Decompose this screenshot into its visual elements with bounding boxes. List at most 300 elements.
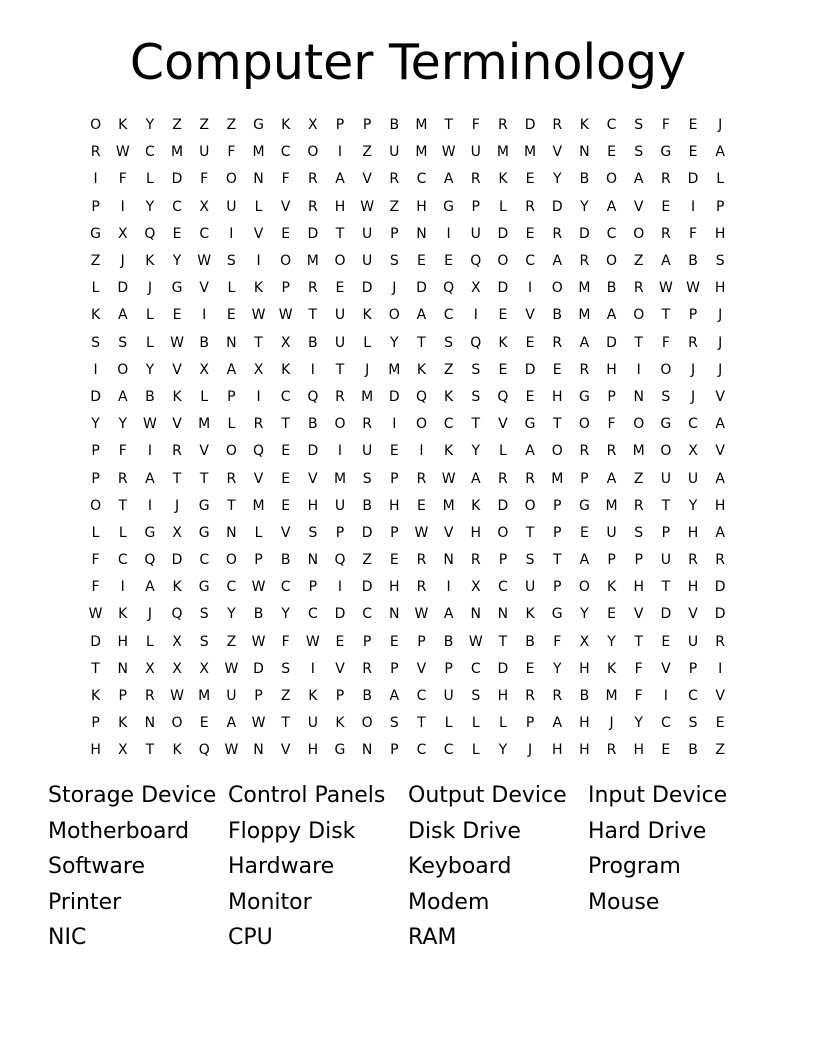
- grid-letter: I: [202, 307, 207, 324]
- grid-letter: T: [661, 307, 671, 324]
- grid-letter: K: [281, 361, 291, 378]
- grid-letter: D: [497, 225, 509, 242]
- grid-letter: I: [473, 307, 478, 324]
- grid-letter: O: [388, 307, 400, 324]
- grid-letter: U: [443, 688, 454, 705]
- grid-letter: O: [415, 416, 427, 433]
- grid-letter: S: [715, 253, 725, 270]
- grid-letter: R: [362, 660, 372, 677]
- grid-letter: K: [118, 715, 128, 732]
- grid-letter: J: [174, 497, 180, 514]
- grid-letter: H: [307, 742, 319, 759]
- grid-letter: C: [688, 688, 698, 705]
- grid-letter: B: [552, 307, 563, 324]
- grid-letter: R: [552, 225, 563, 242]
- grid-letter: C: [307, 606, 318, 623]
- grid-letter: R: [552, 334, 563, 351]
- grid-letter: T: [552, 416, 562, 433]
- grid-letter: P: [390, 470, 399, 487]
- grid-letter: D: [714, 606, 726, 623]
- grid-letter: L: [91, 524, 100, 541]
- grid-letter: E: [281, 443, 291, 460]
- grid-letter: Y: [281, 606, 290, 623]
- grid-letter: P: [91, 715, 100, 732]
- grid-row: [82, 411, 734, 438]
- grid-letter: G: [198, 524, 210, 541]
- grid-letter: X: [117, 225, 128, 242]
- grid-letter: R: [579, 253, 590, 270]
- grid-letter: C: [443, 416, 454, 433]
- grid-letter: R: [117, 470, 128, 487]
- grid-letter: C: [362, 606, 373, 623]
- grid-letter: Q: [334, 552, 346, 569]
- grid-letter: M: [578, 280, 591, 297]
- grid-letter: A: [715, 470, 725, 487]
- grid-letter: U: [362, 443, 373, 460]
- grid-letter: U: [470, 144, 481, 161]
- grid-letter: E: [498, 307, 508, 324]
- grid-letter: M: [632, 443, 645, 460]
- grid-letter: E: [688, 117, 698, 134]
- grid-letter: N: [144, 715, 156, 732]
- grid-letter: Y: [91, 416, 100, 433]
- grid-letter: I: [636, 361, 641, 378]
- grid-letter: O: [660, 361, 672, 378]
- grid-letter: J: [147, 280, 152, 297]
- grid-letter: U: [470, 225, 481, 242]
- grid-letter: R: [307, 171, 318, 188]
- grid-letter: I: [718, 660, 723, 677]
- grid-letter: Q: [470, 334, 482, 351]
- grid-letter: N: [416, 225, 427, 242]
- grid-letter: H: [389, 579, 400, 596]
- grid-letter: R: [362, 416, 372, 433]
- word-list-item: Program: [588, 854, 681, 879]
- grid-letter: Q: [171, 606, 183, 623]
- grid-letter: O: [633, 225, 645, 242]
- grid-letter: G: [198, 579, 210, 596]
- grid-letter: D: [361, 524, 373, 541]
- grid-letter: V: [172, 416, 182, 433]
- grid-row: [82, 493, 734, 520]
- grid-letter: P: [688, 660, 698, 677]
- grid-letter: R: [715, 633, 726, 650]
- grid-letter: N: [226, 524, 237, 541]
- grid-letter: Q: [253, 443, 265, 460]
- grid-letter: Q: [497, 388, 509, 405]
- grid-letter: D: [714, 579, 726, 596]
- grid-row: [82, 221, 734, 248]
- grid-letter: D: [388, 388, 400, 405]
- word-list-item: Control Panels: [228, 783, 386, 808]
- grid-letter: R: [633, 280, 644, 297]
- word-list-item: Floppy Disk: [228, 818, 356, 844]
- grid-row: [82, 384, 734, 411]
- grid-letter: D: [687, 171, 699, 188]
- grid-letter: H: [389, 497, 400, 514]
- grid-letter: E: [525, 660, 535, 677]
- grid-letter: P: [498, 552, 508, 569]
- grid-letter: K: [308, 688, 318, 705]
- grid-letter: W: [441, 470, 456, 487]
- grid-letter: A: [715, 416, 725, 433]
- grid-letter: U: [226, 688, 237, 705]
- grid-letter: Q: [470, 253, 482, 270]
- grid-letter: S: [308, 524, 318, 541]
- grid-letter: E: [172, 307, 182, 324]
- grid-letter: R: [633, 497, 644, 514]
- grid-letter: E: [281, 470, 291, 487]
- grid-letter: K: [444, 443, 454, 460]
- grid-letter: H: [579, 715, 590, 732]
- grid-letter: V: [633, 198, 644, 215]
- grid-letter: B: [199, 334, 209, 351]
- grid-letter: M: [578, 307, 591, 324]
- grid-letter: T: [145, 742, 155, 759]
- grid-letter: A: [226, 715, 237, 732]
- grid-row: [82, 683, 734, 710]
- grid-letter: K: [579, 117, 589, 134]
- grid-letter: H: [714, 280, 726, 297]
- grid-letter: Y: [145, 198, 155, 215]
- word-list-item: Motherboard: [48, 818, 190, 844]
- grid-letter: W: [115, 144, 130, 161]
- grid-letter: E: [607, 606, 616, 623]
- grid-letter: P: [308, 579, 318, 596]
- grid-letter: F: [91, 552, 100, 569]
- grid-letter: R: [498, 470, 508, 487]
- grid-letter: A: [715, 524, 725, 541]
- grid-letter: P: [91, 443, 100, 460]
- grid-letter: N: [443, 552, 454, 569]
- grid-letter: P: [715, 198, 725, 215]
- grid-letter: O: [633, 416, 645, 433]
- grid-letter: K: [498, 334, 508, 351]
- grid-letter: I: [690, 198, 696, 215]
- grid-letter: V: [715, 688, 725, 705]
- grid-letter: Y: [580, 198, 589, 215]
- grid-letter: L: [118, 524, 127, 541]
- grid-letter: R: [226, 470, 237, 487]
- grid-letter: T: [335, 225, 345, 242]
- grid-letter: E: [688, 144, 698, 161]
- grid-letter: V: [280, 742, 291, 759]
- grid-letter: F: [661, 334, 670, 351]
- grid-letter: M: [198, 688, 211, 705]
- grid-letter: F: [471, 117, 480, 134]
- grid-letter: E: [525, 225, 535, 242]
- grid-letter: C: [443, 742, 454, 759]
- grid-letter: D: [361, 280, 373, 297]
- grid-letter: R: [715, 552, 726, 569]
- grid-letter: Y: [498, 742, 508, 759]
- grid-letter: I: [337, 144, 343, 161]
- grid-letter: L: [145, 171, 154, 188]
- grid-letter: S: [389, 253, 399, 270]
- grid-letter: K: [362, 307, 372, 324]
- grid-letter: Z: [226, 633, 237, 650]
- grid-letter: K: [606, 579, 617, 596]
- grid-letter: V: [715, 443, 725, 460]
- grid-row: [82, 520, 734, 547]
- grid-letter: W: [88, 606, 103, 623]
- grid-letter: U: [362, 253, 373, 270]
- grid-letter: R: [606, 443, 617, 460]
- grid-letter: G: [334, 742, 346, 759]
- grid-letter: V: [416, 660, 427, 677]
- grid-row: [82, 601, 734, 628]
- grid-letter: Y: [580, 606, 589, 623]
- grid-letter: B: [688, 253, 698, 270]
- grid-letter: R: [552, 688, 563, 705]
- grid-letter: Y: [118, 416, 128, 433]
- grid-letter: D: [361, 579, 373, 596]
- grid-letter: P: [390, 524, 399, 541]
- grid-letter: J: [690, 361, 696, 378]
- grid-letter: L: [499, 715, 507, 732]
- grid-letter: G: [90, 225, 101, 242]
- grid-letter: C: [416, 171, 427, 188]
- grid-letter: X: [470, 280, 481, 297]
- grid-letter: C: [525, 253, 535, 270]
- grid-letter: R: [688, 552, 698, 569]
- grid-letter: I: [446, 225, 451, 242]
- grid-letter: J: [365, 361, 370, 378]
- grid-letter: V: [552, 144, 563, 161]
- grid-letter: K: [118, 606, 128, 623]
- grid-letter: Z: [389, 198, 400, 215]
- grid-letter: J: [718, 117, 723, 134]
- grid-letter: P: [580, 470, 589, 487]
- grid-letter: Q: [144, 225, 156, 242]
- grid-letter: C: [199, 552, 210, 569]
- grid-letter: C: [416, 742, 427, 759]
- word-list-item: Output Device: [408, 783, 567, 808]
- grid-row: [82, 574, 734, 601]
- grid-letter: D: [524, 361, 536, 378]
- grid-letter: O: [497, 253, 509, 270]
- grid-letter: U: [524, 579, 536, 596]
- grid-letter: S: [389, 715, 399, 732]
- grid-letter: Z: [362, 144, 372, 161]
- grid-letter: L: [254, 198, 263, 215]
- grid-letter: N: [253, 171, 264, 188]
- grid-letter: K: [90, 688, 101, 705]
- grid-letter: E: [715, 715, 725, 732]
- grid-letter: X: [172, 633, 182, 650]
- grid-letter: T: [308, 307, 318, 324]
- grid-letter: W: [251, 579, 266, 596]
- grid-letter: X: [579, 633, 590, 650]
- grid-letter: R: [470, 171, 481, 188]
- grid-letter: U: [226, 198, 237, 215]
- grid-letter: S: [471, 388, 481, 405]
- grid-letter: O: [633, 307, 645, 324]
- grid-row: [82, 710, 734, 737]
- grid-letter: P: [417, 633, 426, 650]
- grid-letter: Z: [362, 552, 372, 569]
- grid-letter: O: [334, 253, 346, 270]
- grid-letter: V: [253, 225, 264, 242]
- grid-letter: A: [579, 334, 590, 351]
- grid-letter: D: [416, 280, 427, 297]
- grid-letter: A: [335, 171, 345, 188]
- letter-grid: [82, 112, 734, 765]
- grid-letter: R: [606, 742, 617, 759]
- grid-letter: K: [253, 280, 264, 297]
- grid-letter: U: [606, 524, 617, 541]
- grid-letter: S: [634, 144, 644, 161]
- grid-letter: J: [609, 715, 614, 732]
- grid-letter: R: [470, 552, 481, 569]
- grid-row: [82, 166, 734, 193]
- grid-letter: J: [718, 307, 723, 324]
- grid-letter: A: [606, 470, 617, 487]
- grid-letter: V: [172, 361, 182, 378]
- grid-letter: C: [443, 307, 454, 324]
- grid-letter: B: [389, 117, 400, 134]
- grid-letter: T: [444, 117, 453, 134]
- grid-letter: I: [120, 579, 125, 596]
- grid-letter: I: [310, 361, 315, 378]
- grid-letter: W: [686, 280, 700, 297]
- grid-letter: O: [90, 117, 102, 134]
- grid-letter: V: [199, 280, 209, 297]
- grid-letter: B: [579, 688, 590, 705]
- grid-letter: O: [307, 144, 319, 161]
- grid-letter: E: [172, 225, 182, 242]
- grid-letter: F: [634, 660, 643, 677]
- grid-letter: G: [551, 606, 563, 623]
- grid-letter: P: [362, 117, 372, 134]
- grid-letter: L: [444, 715, 453, 732]
- grid-letter: A: [117, 388, 128, 405]
- grid-letter: W: [224, 742, 239, 759]
- grid-letter: W: [224, 660, 239, 677]
- grid-letter: A: [606, 307, 617, 324]
- grid-letter: R: [416, 470, 427, 487]
- grid-letter: O: [497, 524, 509, 541]
- grid-letter: O: [361, 715, 373, 732]
- grid-letter: S: [199, 633, 209, 650]
- grid-letter: F: [118, 171, 127, 188]
- grid-letter: B: [253, 606, 264, 623]
- grid-letter: S: [281, 660, 291, 677]
- grid-letter: C: [470, 660, 481, 677]
- grid-letter: P: [390, 225, 399, 242]
- grid-letter: A: [606, 198, 617, 215]
- grid-letter: D: [90, 633, 101, 650]
- grid-letter: H: [714, 225, 726, 242]
- grid-letter: I: [446, 579, 451, 596]
- grid-letter: K: [172, 579, 182, 596]
- grid-letter: J: [147, 606, 152, 623]
- grid-letter: W: [305, 633, 320, 650]
- grid-letter: W: [170, 688, 184, 705]
- grid-letter: P: [390, 660, 399, 677]
- grid-letter: C: [660, 715, 671, 732]
- grid-letter: H: [497, 688, 509, 705]
- grid-letter: O: [225, 171, 237, 188]
- grid-letter: B: [688, 742, 698, 759]
- grid-row: [82, 357, 734, 384]
- grid-letter: A: [470, 470, 481, 487]
- grid-letter: C: [172, 198, 182, 215]
- grid-letter: M: [333, 470, 347, 487]
- grid-letter: E: [389, 552, 399, 569]
- grid-letter: O: [578, 416, 590, 433]
- grid-letter: L: [200, 388, 209, 405]
- grid-letter: P: [634, 552, 643, 569]
- grid-letter: T: [335, 361, 345, 378]
- grid-letter: F: [661, 117, 670, 134]
- grid-letter: B: [579, 171, 590, 188]
- grid-letter: D: [90, 388, 101, 405]
- grid-letter: R: [579, 443, 590, 460]
- grid-row: [82, 248, 734, 275]
- grid-letter: P: [362, 633, 372, 650]
- word-list-item: Storage Device: [48, 783, 217, 808]
- grid-letter: I: [392, 416, 397, 433]
- grid-letter: K: [172, 388, 182, 405]
- grid-letter: P: [525, 715, 535, 732]
- grid-letter: W: [142, 416, 157, 433]
- grid-letter: G: [198, 497, 210, 514]
- grid-letter: P: [553, 497, 562, 514]
- grid-letter: E: [199, 715, 209, 732]
- grid-row: [82, 737, 734, 764]
- grid-letter: G: [660, 144, 672, 161]
- grid-letter: Z: [715, 742, 725, 759]
- grid-letter: M: [198, 416, 211, 433]
- grid-letter: P: [254, 552, 263, 569]
- grid-letter: T: [172, 470, 182, 487]
- grid-letter: S: [471, 361, 481, 378]
- grid-letter: I: [419, 443, 424, 460]
- grid-letter: L: [145, 633, 154, 650]
- grid-letter: S: [118, 334, 128, 351]
- grid-row: [82, 139, 734, 166]
- grid-letter: F: [227, 144, 236, 161]
- grid-letter: E: [661, 633, 671, 650]
- grid-letter: T: [281, 715, 290, 732]
- grid-letter: G: [660, 416, 672, 433]
- grid-letter: L: [227, 416, 236, 433]
- grid-letter: L: [471, 742, 480, 759]
- grid-row: [82, 302, 734, 329]
- grid-letter: Y: [390, 334, 399, 351]
- word-list-item: Software: [48, 854, 145, 879]
- grid-letter: I: [337, 443, 343, 460]
- grid-letter: U: [660, 552, 671, 569]
- grid-letter: A: [145, 579, 155, 596]
- grid-row: [82, 656, 734, 683]
- grid-letter: K: [118, 117, 128, 134]
- grid-letter: Y: [607, 633, 616, 650]
- grid-letter: W: [278, 307, 293, 324]
- grid-letter: O: [117, 361, 129, 378]
- grid-letter: C: [606, 117, 617, 134]
- grid-letter: F: [118, 443, 127, 460]
- grid-letter: C: [199, 225, 210, 242]
- grid-letter: T: [417, 715, 426, 732]
- grid-letter: X: [688, 443, 698, 460]
- grid-letter: E: [525, 388, 535, 405]
- grid-letter: U: [389, 144, 400, 161]
- grid-letter: P: [335, 688, 345, 705]
- grid-letter: D: [171, 171, 183, 188]
- grid-letter: I: [528, 280, 533, 297]
